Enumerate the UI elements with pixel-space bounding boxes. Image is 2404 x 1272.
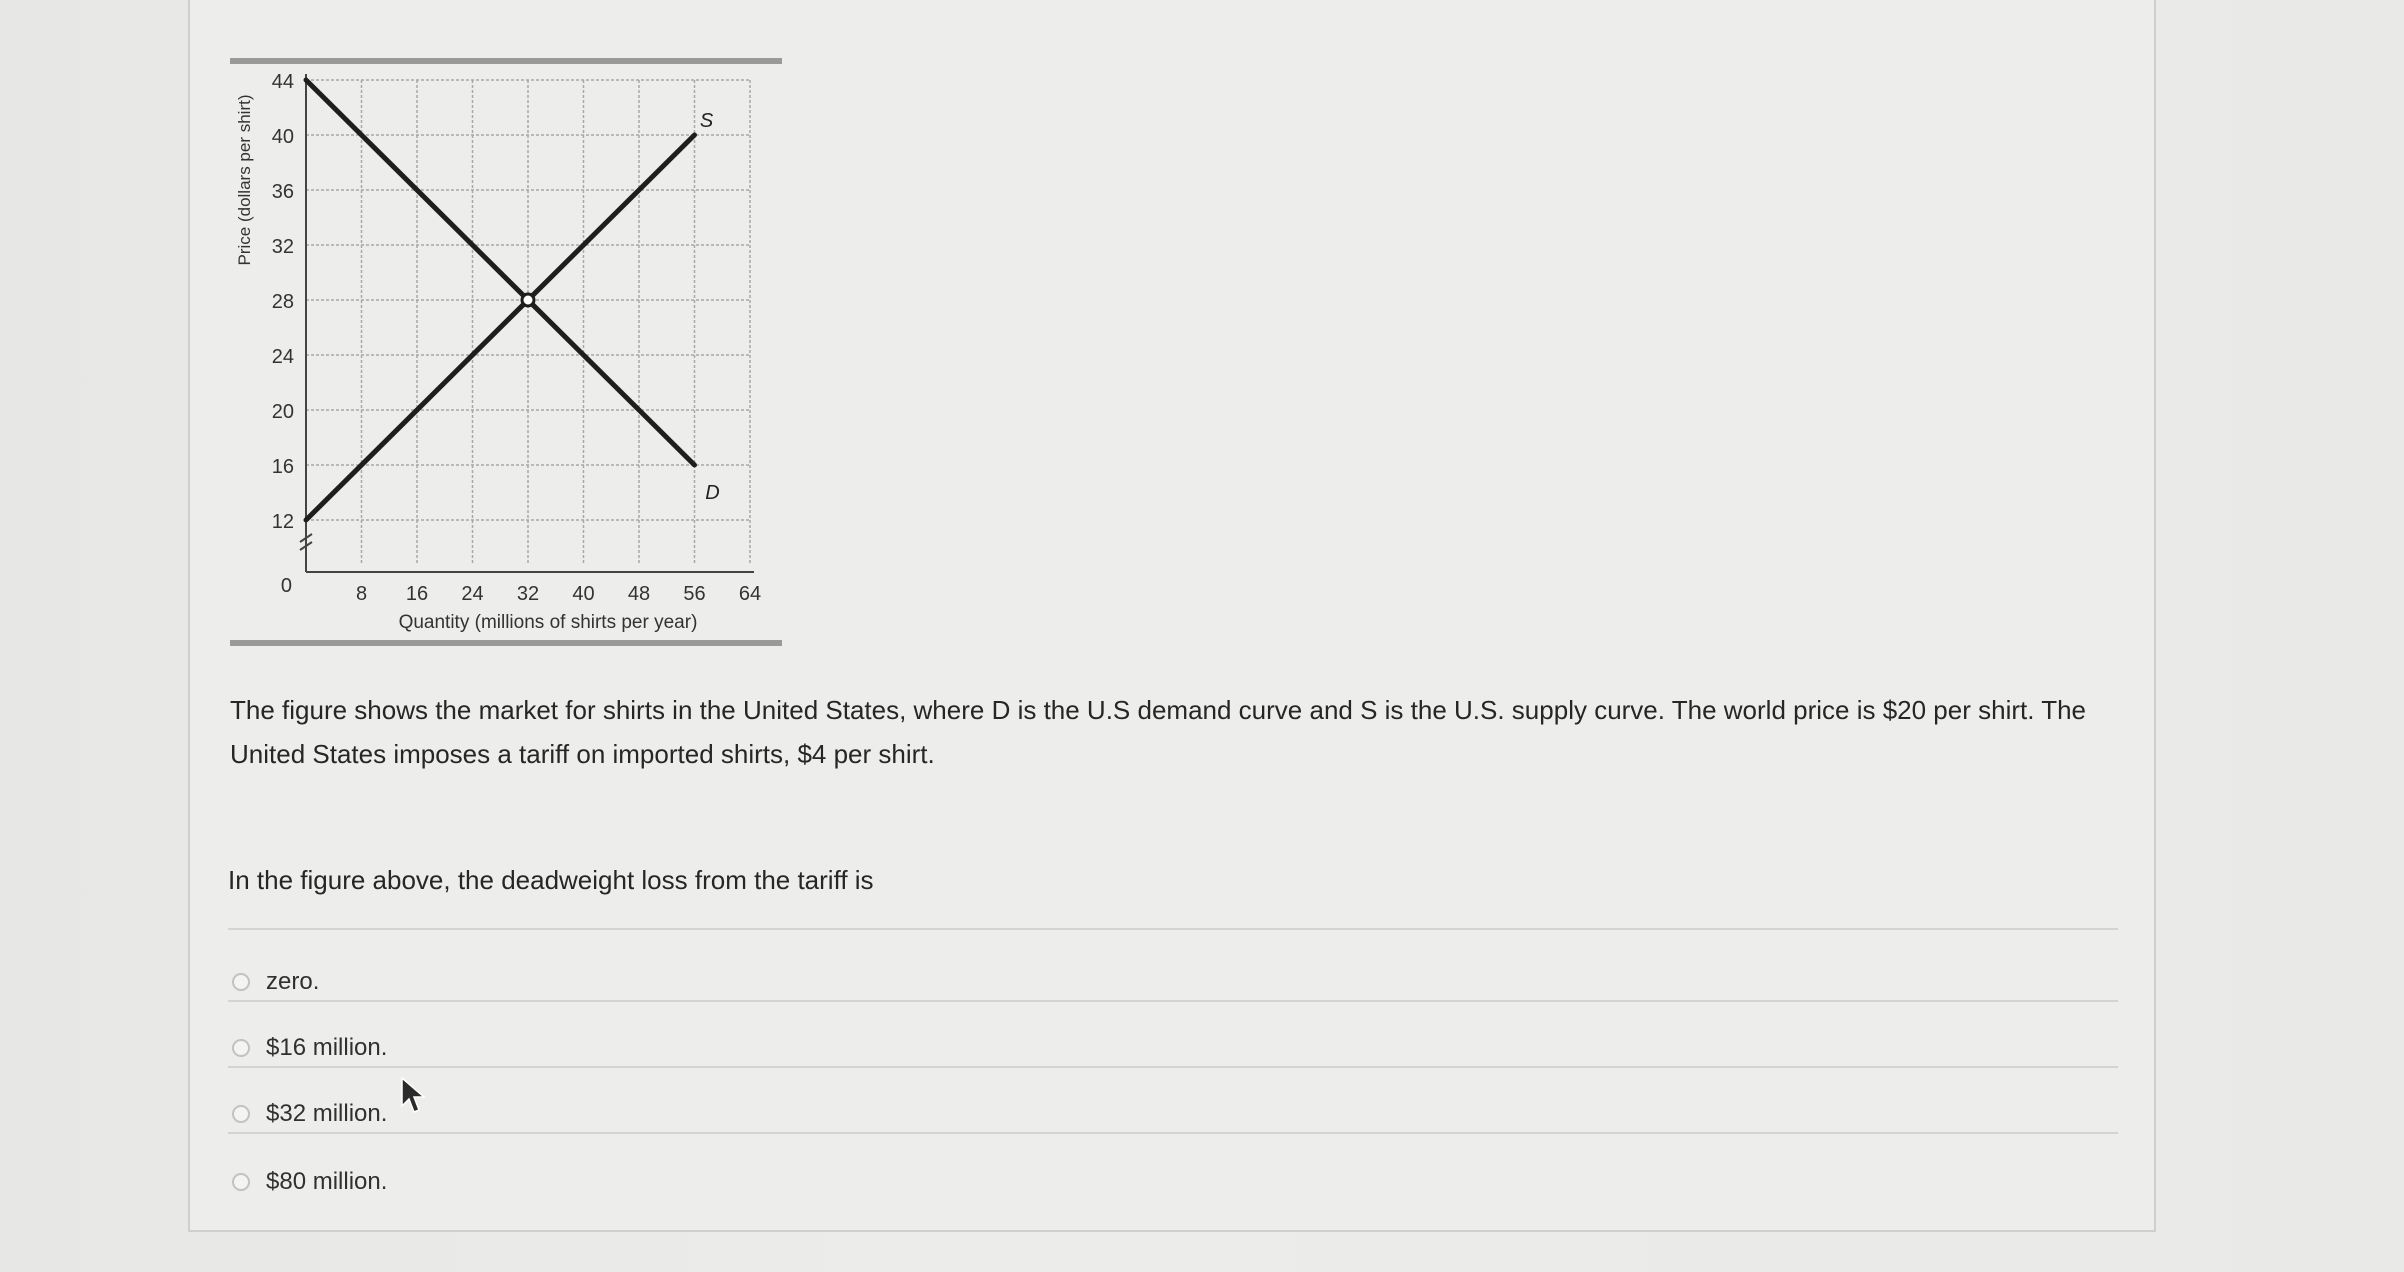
x-axis-label: Quantity (millions of shirts per year) xyxy=(398,612,698,633)
question-prompt: In the figure above, the deadweight loss from the tariff is xyxy=(228,865,874,895)
y-tick-label: 16 xyxy=(271,456,294,478)
x-tick-label: 40 xyxy=(572,583,595,605)
x-tick-label: 8 xyxy=(355,583,368,605)
answer-option-16-million[interactable] xyxy=(232,1028,387,1068)
radio-button[interactable] xyxy=(232,1105,250,1123)
origin-label: 0 xyxy=(280,575,292,597)
x-tick-label: 16 xyxy=(405,583,429,605)
mouse-cursor-icon xyxy=(400,1076,426,1116)
y-tick-label: 12 xyxy=(271,511,294,533)
option-label: $80 million. xyxy=(266,1168,388,1195)
y-tick-label: 44 xyxy=(271,71,294,93)
divider xyxy=(228,928,2118,930)
y-tick-label: 36 xyxy=(271,181,294,203)
answer-option-32-million[interactable] xyxy=(232,1094,387,1134)
y-tick-label: 20 xyxy=(271,401,294,423)
y-tick-label: 28 xyxy=(271,291,294,313)
question-text: The figure shows the market for shirts in the United States, where D is the U.S demand curve and S is the U.S. supply curve. The world price is $20 per shirt. The United States imposes a tariff on imported shirts, $4 per shirt. xyxy=(230,695,2087,769)
answer-option-zero[interactable] xyxy=(232,962,319,1002)
option-label: $32 million. xyxy=(266,1100,388,1127)
y-tick-label: 40 xyxy=(271,126,294,148)
radio-button[interactable] xyxy=(232,1173,250,1191)
figure xyxy=(230,56,782,656)
y-axis-label: Price (dollars per shirt) xyxy=(235,94,254,266)
demand-curve xyxy=(306,80,695,465)
x-tick-label: 48 xyxy=(627,583,651,605)
demand-label: D xyxy=(705,482,720,504)
supply-label: S xyxy=(699,110,714,132)
divider xyxy=(228,1000,2118,1002)
option-label: zero. xyxy=(266,968,320,995)
supply-demand-chart xyxy=(230,56,782,656)
x-tick-label: 64 xyxy=(738,583,762,605)
equilibrium-point xyxy=(522,294,534,306)
y-tick-label: 32 xyxy=(271,236,294,258)
option-label: $16 million. xyxy=(266,1034,388,1061)
radio-button[interactable] xyxy=(232,1039,250,1057)
radio-button[interactable] xyxy=(232,973,250,991)
x-tick-label: 32 xyxy=(516,583,540,605)
x-tick-label: 56 xyxy=(683,583,706,605)
divider xyxy=(228,1066,2118,1068)
divider xyxy=(228,1132,2118,1134)
supply-curve xyxy=(306,135,695,520)
answer-option-80-million[interactable] xyxy=(232,1162,387,1202)
y-tick-label: 24 xyxy=(271,346,294,368)
x-tick-label: 24 xyxy=(461,583,484,605)
